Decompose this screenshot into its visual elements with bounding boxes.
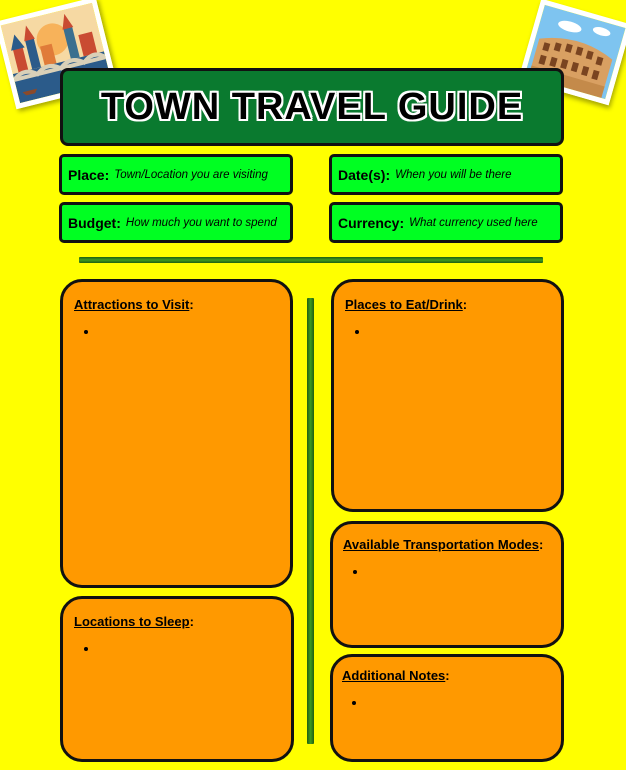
budget-hint: How much you want to spend [125, 216, 277, 229]
sleep-panel[interactable] [60, 596, 294, 762]
notes-list [342, 695, 550, 710]
currency-field[interactable] [329, 202, 563, 243]
notes-title: Additional Notes [342, 668, 446, 683]
attractions-colon: : [189, 297, 194, 312]
vertical-divider [307, 298, 314, 744]
budget-field[interactable] [59, 202, 293, 243]
dates-hint: When you will be there [395, 168, 512, 181]
title-banner [60, 68, 564, 146]
attractions-panel[interactable] [60, 279, 293, 588]
notes-panel[interactable] [330, 654, 564, 762]
sleep-colon: : [189, 614, 194, 629]
budget-label: Budget: [68, 214, 121, 231]
currency-hint: What currency used here [409, 216, 538, 229]
sleep-list [74, 641, 280, 656]
currency-label: Currency: [338, 214, 405, 231]
place-label: Place: [68, 166, 110, 183]
page-title: TOWN TRAVEL GUIDE [100, 85, 524, 128]
transport-panel[interactable] [330, 521, 564, 648]
attractions-list [74, 324, 279, 339]
list-item[interactable] [370, 324, 550, 339]
eat-panel[interactable] [331, 279, 564, 512]
transport-title: Available Transportation Modes [343, 537, 540, 552]
attractions-title: Attractions to Visit [74, 297, 190, 312]
place-field[interactable] [59, 154, 293, 195]
eat-colon: : [462, 297, 468, 312]
notes-colon: : [445, 668, 450, 683]
eat-title: Places to Eat/Drink [345, 297, 463, 312]
place-hint: Town/Location you are visiting [114, 168, 268, 181]
horizontal-divider [79, 257, 543, 263]
list-item[interactable] [367, 695, 550, 710]
eat-list [345, 324, 550, 339]
dates-label: Date(s): [338, 166, 391, 183]
list-item[interactable] [368, 564, 550, 579]
transport-colon: : [539, 537, 544, 552]
dates-field[interactable] [329, 154, 563, 195]
list-item[interactable] [99, 641, 280, 656]
sleep-title: Locations to Sleep [74, 614, 190, 629]
transport-list [343, 564, 550, 579]
list-item[interactable] [99, 324, 279, 339]
